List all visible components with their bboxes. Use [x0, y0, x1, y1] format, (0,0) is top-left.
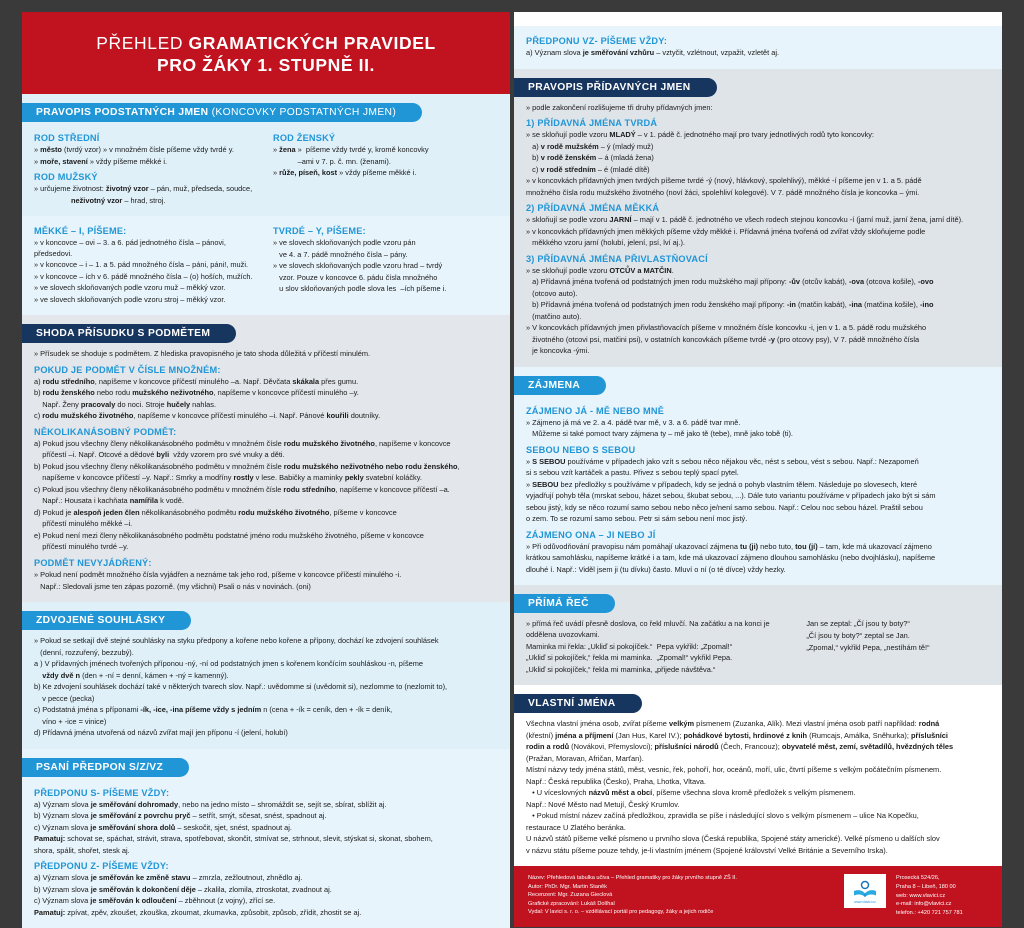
- poster-title-banner: [22, 12, 510, 94]
- title-thin-word: PŘEHLED: [96, 33, 189, 53]
- direct-speech-left: [526, 619, 792, 676]
- section-header-pravopis-podstatnych-jmen: [22, 103, 422, 122]
- section-body-line: a) v rodě mužském – ý (mladý muž): [526, 141, 654, 151]
- poster-title-line-2: PRO ŽÁKY 1. STUPNĚ II.: [156, 55, 376, 76]
- section-predpona-vz: [514, 26, 1002, 69]
- column-heading: ROD ŽENSKÝ: [273, 133, 336, 144]
- column-line: –ami v 7. p. č. mn. (ženami).: [273, 156, 391, 166]
- section-header-title: PŘÍMÁ ŘEČ: [528, 598, 589, 610]
- section-column: [273, 128, 498, 207]
- subband-line: » ve slovech skloňovaných podle vzoru pán: [273, 238, 416, 248]
- section-body-line: d) Přídavná jména utvořená od názvů zvířat mají jen příponu -í (jelení, holubí): [34, 728, 288, 738]
- subband-line: ve 4. a 7. pádě množného čísla – pány.: [273, 249, 408, 259]
- section-body-line: a) rodu středního, napíšeme v koncovce příčestí minulého –a. Např. Děvčata skákala přes gumu.: [34, 376, 359, 386]
- section-body-line: víno + -ice = vinice): [34, 716, 107, 726]
- section-body-line: » Pokud se setkají dvě stejné souhlásky na styku předpony a kořene nebo kořene a přípony, dochází ke zdvojení souhlásek: [34, 636, 439, 646]
- credit-line: Autor: PhDr. Mgr. Martin Staněk: [528, 883, 607, 890]
- section-body-line: krátkou samohlásku, napíšeme krátké i a tam, kde má ukazovací zájmeno dlouhou samohlásku (nebo dvojhlásku), napíšeme: [526, 553, 936, 563]
- direct-speech-example-line: „Čí jsou ty boty?“ zeptal se Jan.: [806, 630, 910, 640]
- contact-line: telefon.: +420 721 757 781: [896, 910, 963, 917]
- subband-line: » ve slovech skloňovaných podle vzoru muž – měkký vzor.: [34, 283, 226, 293]
- section-body-heading: SEBOU NEBO S SEBOU: [526, 444, 636, 455]
- section-zajmena: [514, 367, 1002, 586]
- subband-line: » ve slovech skloňovaných podle vzoru hrad – tvrdý: [273, 261, 443, 271]
- section-pravopis-pridavnych-jmen: [514, 69, 1002, 367]
- section-body-line: dlouhé í. Např.: Viděl jsem ji (tu dívku) často. Mluví o ní (o té dívce) vždy hezky.: [526, 564, 786, 574]
- credit-line: Vydal: V lavici s. r. o. – vzdělávací portál pro pedagogy, žáky a jejich rodiče: [528, 909, 714, 916]
- section-body-heading: POKUD JE PODMĚT V ČÍSLE MNOŽNÉM:: [34, 364, 221, 375]
- publisher-logo: [844, 874, 886, 908]
- section-prima-rec: [514, 585, 1002, 685]
- section-body-line: c) rodu mužského životného, napíšeme v koncovce příčestí minulého –i. Např. Pánové kouřili doutníky.: [34, 411, 381, 421]
- direct-speech-right: [806, 619, 990, 676]
- section-body-line: a) Význam slova je směřování dohromady, nebo na jedno místo – shromáždit se, sejít se, sbírat, sblížit aj.: [34, 799, 387, 809]
- subband-line: » v koncovce – ovi – 3. a 6. pád jednotného čísla – pánovi, předsedovi.: [34, 238, 226, 258]
- credits-bar: [514, 866, 1002, 927]
- section-pravopis-podstatnych-jmen: [22, 94, 510, 216]
- section-body-line: (Pražan, Moravan, Afričan, Marťan).: [526, 753, 644, 763]
- section-psani-predpon: [22, 749, 510, 928]
- credits-left-text: [528, 874, 834, 917]
- section-body-line: vyjadřují pohyb těla (mrskat sebou, házet sebou, škubat sebou, ...). Dále tuto variantu používáme v případech jako být si sám: [526, 491, 936, 501]
- contact-line: Praha 8 – Libeň, 180 00: [896, 883, 956, 890]
- subband-line: » v koncovce – ích v 6. pádě množného čísla – (o) hoších, mužích.: [34, 271, 253, 281]
- section-body-heading: PŘEDPONU Z- PÍŠEME VŽDY:: [34, 861, 169, 872]
- section-body-heading: ZÁJMENO JÁ - MĚ NEBO MNĚ: [526, 405, 665, 416]
- section-shoda-prisudku-s-podmetem: [22, 315, 510, 602]
- subband-line: vzor. Pouze v koncovce 6. pádu čísla množného: [273, 272, 438, 282]
- section-body-line: • Pokud místní název začíná předložkou, zpravidla se píše i následující slovo s velkým písmenem – ulice Na Kopečku,: [526, 811, 919, 821]
- section-column: [34, 128, 259, 207]
- subband-line: u slov skloňovaných podle slova les –ích píšeme i.: [273, 284, 447, 294]
- section-body-line: a) Význam slova je směřován ke změně stavu – zmrzla, zežloutnout, zhnědlo aj.: [34, 873, 303, 883]
- section-intro-line: » podle zakončení rozlišujeme tři druhy přídavných jmen:: [526, 102, 713, 112]
- column-heading: ROD STŘEDNÍ: [34, 133, 100, 144]
- section-intro-line: » Přísudek se shoduje s podmětem. Z hlediska pravopisného je tato shoda důležitá v příčestí minulém.: [34, 349, 371, 359]
- section-body-line: množného čísla rodu mužského životného (noví žáci, spolehliví kolegové). V 7. pádě množného čísla je koncovka – ými.: [526, 187, 920, 197]
- direct-speech-columns: [526, 619, 990, 676]
- section-body-line: rodin a rodů (Novákovi, Přemyslovci); příslušníci národů (Čech, Francouz); obyvatelé měst, zemí, světadílů, hvězdných těles: [526, 742, 954, 752]
- credit-line: Recenzent: Mgr. Zuzana Gieclová: [528, 892, 613, 899]
- section-header-zajmena: [514, 376, 606, 395]
- title-bold-words: GRAMATICKÝCH PRAVIDEL: [188, 33, 436, 53]
- section-body-heading: PŘEDPONU S- PÍŠEME VŽDY:: [34, 787, 170, 798]
- subband-column: [34, 221, 259, 306]
- direct-speech-example-line: Jan se zeptal: „Čí jsou ty boty?“: [806, 619, 910, 629]
- section-header-title: VLASTNÍ JMÉNA: [528, 698, 616, 710]
- poster-title-line-1: [36, 32, 496, 54]
- section-body-line: vždy dvě n (den + -ní = denní, kámen + -ný = kamenný).: [42, 670, 229, 680]
- section-body-heading: 3) PŘÍDAVNÁ JMÉNA PŘIVLASTŇOVACÍ: [526, 253, 708, 264]
- section-body-heading: 2) PŘÍDAVNÁ JMÉNA MĚKKÁ: [526, 203, 660, 214]
- section-pravopis-podstatnych-jmen-subband: [22, 216, 510, 315]
- section-header-title: PRAVOPIS PŘÍDAVNÝCH JMEN: [528, 81, 691, 93]
- column-line: » růže, píseň, kost » vždy píšeme měkké i.: [273, 168, 417, 178]
- section-body-line: Např. Ženy pracovaly do noci. Stroje hučely nahlas.: [34, 399, 217, 409]
- section-body-line: shora, spálit, shořet, stesk aj.: [34, 845, 130, 855]
- section-columns: [34, 128, 498, 207]
- section-body-line: U názvů států píšeme velké písmeno u prvního slova (Česká republika, Spojené státy americké). Velké písmeno u dalších slov: [526, 834, 940, 844]
- section-header-prima-rec: [514, 594, 615, 613]
- section-header-title: ZDVOJENÉ SOUHLÁSKY: [36, 615, 166, 627]
- section-body-line: • U víceslovných názvů měst a obcí, píšeme všechna slova kromě předložek s velkým písmenem.: [526, 788, 856, 798]
- section-body-line: » Pokud není podmět množného čísla vyjádřen a neznáme tak jeho rod, píšeme v koncovce příčestí minulého -i.: [34, 569, 402, 579]
- subband-heading: TVRDÉ – Y, PÍŠEME:: [273, 226, 366, 237]
- section-header-title: SHODA PŘÍSUDKU S PODMĚTEM: [36, 328, 211, 340]
- section-body-line: v pecce (pecka): [34, 693, 95, 703]
- section-body-line: b) Pokud jsou všechny členy několikanásobného podmětu v množném čísle rodu mužského neživotného nebo rodu ženského,: [34, 461, 460, 471]
- section-body-line: » skloňují se podle vzoru JARNÍ – mají v 1. pádě č. jednotného ve všech rodech stejnou koncovku -í (jarní muž, jarní žena, jarní dítě).: [526, 215, 964, 225]
- section-zdvojene-souhlasky: [22, 602, 510, 749]
- section-body-line: » v koncovkách přídavných jmen měkkých píšeme vždy měkké i. Přídavná jména tvořená od zvířat vždy skloňujeme podle: [526, 226, 926, 236]
- section-body-line: Např.: Sledovali jsme ten zápas pozorně. (my všichni) Psali o nás v novinách. (oni): [34, 581, 311, 591]
- section-body-line: příčestí minulého tvrdé –y.: [34, 542, 129, 552]
- section-body-line: (otcovo auto).: [526, 288, 578, 298]
- column-line: » město (tvrdý vzor) » v množném čísle píšeme vždy tvrdé y.: [34, 145, 234, 155]
- section-body-line: příčestí –i. Např. Otcové a dědové byli vždy vzorem pro své vnuky a děti.: [34, 450, 285, 460]
- section-header-pravopis-pridavnych-jmen: [514, 78, 717, 97]
- section-body-line: c) Pokud jsou všechny členy několikanásobného podmětu v množném čísle rodu středního, napíšeme v koncovce příčestí –a.: [34, 484, 450, 494]
- section-body-line: » Při odůvodňování pravopisu nám pomáhají ukazovací zájmena tu (ji) nebo tuto, tou (jí) – tam, kde má ukazovací zájmeno: [526, 541, 932, 551]
- contact-line: e-mail: info@vlavici.cz: [896, 901, 952, 908]
- section-body-line: (matčino auto).: [526, 311, 582, 321]
- section-body-line: Pamatuj: zpívat, zpěv, zkoušet, zkouška, zkoumat, zkumavka, způsobit, způsob, zřídit, zhostit se aj.: [34, 907, 362, 917]
- section-body-line: » se skloňují podle vzoru OTCŮV a MATČIN.: [526, 265, 674, 275]
- column-line: neživotný vzor – hrad, stroj.: [70, 195, 166, 205]
- right-page-sections: [514, 26, 1002, 866]
- section-body-line: Pamatuj: schovat se, spáchat, strávit, strava, spotřebovat, skončit, stmívat se, strhnout, slevit, stýskat si, skonat, sbohem,: [34, 834, 433, 844]
- section-body-line: c) v rodě středním – é (mladé dítě): [526, 164, 650, 174]
- section-body-line: a) Přídavná jména tvořená od podstatných jmen rodu mužského mají přípony: -ův (otcův kabát), -ova (otcova košile), -ovo: [526, 277, 934, 287]
- left-page-sections: [22, 94, 510, 928]
- section-body-line: a) Význam slova je směřování vzhůru – vztyčit, vzlétnout, vzpažit, vzletět aj.: [526, 48, 780, 57]
- section-body-line: napíšeme v koncovce příčestí –y. Např.: Smrky a modříny rostly v lese. Babičky a maminky pekly svatební koláčky.: [34, 473, 422, 483]
- section-body-line: » V koncovkách přídavných jmen přivlastňovacích píšeme v množném čísle koncovku -i, jen v 1. a 5. pádě rodu mužského: [526, 323, 927, 333]
- section-body-line: » Zájmeno já má ve 2. a 4. pádě tvar mě, v 3. a 6. pádě tvar mně.: [526, 417, 741, 427]
- section-body-line: Např.: Housata i kachňata namířila k vodě.: [34, 496, 184, 506]
- direct-speech-example-line: „Zpomal,“ vykřikl Pepa, „nestíhám tě!“: [806, 642, 930, 652]
- book-logo-icon: [852, 879, 878, 899]
- section-header-vlastni-jmena: [514, 694, 642, 713]
- section-body-line: Např.: Česká republika (Česko), Praha, Lhotka, Vltava.: [526, 776, 706, 786]
- section-header-title: PRAVOPIS PODSTATNÝCH JMEN: [36, 107, 209, 119]
- credit-line: Grafické zpracování: Lukáš Dolíhal: [528, 900, 615, 907]
- section-body-line: je koncovka -ými.: [526, 346, 590, 356]
- section-body-line: » S SEBOU používáme v případech jako vzít s sebou něco nějakou věc, nést s sebou, vést s sebou. Např.: Nezapomeň: [526, 456, 919, 466]
- section-header-title: ZÁJMENA: [528, 379, 581, 391]
- column-heading: ROD MUŽSKÝ: [34, 172, 98, 183]
- poster-page-right: [514, 12, 1002, 917]
- section-body-line: c) Podstatná jména s příponami -ík, -ice, -ina píšeme vždy s jedním n (cena + -ík = ceník, den + -ík = deník,: [34, 705, 393, 715]
- subband-line: » v koncovce – i – 1. a 5. pád množného čísla – páni, páni!, muži.: [34, 260, 249, 270]
- section-body-line: Všechna vlastní jména osob, zvířat píšeme velkým písmenem (Zuzanka, Alík). Mezi vlastní jména osob patří například: rodná: [526, 719, 940, 729]
- section-body-line: (denní, rozzuřený, bezzubý).: [34, 647, 134, 657]
- contact-line: Prosecká 524/26,: [896, 875, 940, 882]
- section-body-line: e) Pokud není mezi členy několikanásobného podmětu podstatné jméno rodu mužského životného, píšeme v koncovce: [34, 530, 424, 540]
- column-line: » moře, stavení » vždy píšeme měkké i.: [34, 156, 168, 166]
- subband-line: » ve slovech skloňovaných podle vzoru stroj – měkký vzor.: [34, 294, 226, 304]
- section-body-heading: PŘEDPONU VZ- PÍŠEME VŽDY:: [526, 36, 668, 46]
- direct-speech-line: » přímá řeč uvádí přesně doslova, co řekl mluvčí. Na začátku a na konci je oddělena uvozovkami.: [526, 619, 770, 639]
- section-header-psani-predpon: [22, 758, 189, 777]
- section-vlastni-jmena: [514, 685, 1002, 866]
- direct-speech-line: „Ukliď si pokojíček,“ řekla mi maminka, „přijede návštěva.“: [526, 664, 716, 674]
- section-body-line: » SEBOU bez předložky s používáme v případech, kdy se jedná o pohyb vlastním tělem. Následuje po slovesech, které: [526, 479, 918, 489]
- subband-heading: MĚKKÉ – I, PÍŠEME:: [34, 226, 127, 237]
- subband-columns: [34, 221, 498, 306]
- section-body-line: a) Pokud jsou všechny členy několikanásobného podmětu v množném čísle rodu mužského životného, napíšeme v koncovce: [34, 438, 451, 448]
- section-body-line: si s sebou vzít kartáček a pastu. Přivez s sebou teplý spací pytel.: [526, 468, 739, 478]
- section-body-line: b) Přídavná jména tvořená od podstatných jmen rodu ženského mají přípony: -in (matčin kabát), -ina (matčina košile), -ino: [526, 300, 934, 310]
- section-body-line: příčestí minulého měkké –i.: [34, 519, 133, 529]
- direct-speech-line: „Ukliď si pokojíček,“ řekla mi maminka. „Zpomal!“ vykřikl Pepa.: [526, 653, 733, 663]
- section-body-line: b) v rodě ženském – á (mladá žena): [526, 153, 654, 163]
- section-body-line: b) rodu ženského nebo rodu mužského neživotného, napíšeme v koncovce příčestí minulého –y.: [34, 388, 359, 398]
- section-header-title: PSANÍ PŘEDPON S/Z/VZ: [36, 761, 164, 773]
- poster-page-left: [22, 12, 510, 917]
- section-body-line: restaurace U Zlatého beránka.: [526, 822, 626, 832]
- section-header-zdvojene-souhlasky: [22, 611, 191, 630]
- section-body-line: b) Význam slova je směřování z povrchu pryč – setřít, smýt, sčesat, snést, spadnout aj.: [34, 811, 327, 821]
- section-body-heading: ZÁJMENO ONA – JI NEBO JÍ: [526, 529, 656, 540]
- section-body-line: v názvu státu píšeme pouze tehdy, je-li vlastním jménem (Spojené království Velké Británie a Severního Irska).: [526, 845, 888, 855]
- subband-column: [273, 221, 498, 306]
- section-body-heading: NĚKOLIKANÁSOBNÝ PODMĚT:: [34, 426, 177, 437]
- section-body-line: » se skloňují podle vzoru MLADÝ – v 1. pádě č. jednotného mají pro tvary jednotlivých rodů tyto koncovky:: [526, 130, 874, 140]
- credit-line: Název: Přehledová tabulka učiva – Přehled gramatiky pro žáky prvního stupně ZŠ II.: [528, 875, 737, 882]
- section-body-line: d) Pokud je alespoň jeden člen několikanásobného podmětu rodu mužského životného, píšeme v koncovce: [34, 507, 397, 517]
- section-body-line: Místní názvy tedy jména států, měst, vesnic, řek, pohoří, hor, oceánů, moří, ulic, čtvrtí píšeme s velkým počátečním písmenem.: [526, 765, 942, 775]
- column-line: » žena » píšeme vždy tvrdé y, kromě koncovky: [273, 145, 429, 155]
- contact-line: web: www.vlavici.cz: [896, 892, 946, 899]
- section-body-line: Např.: Nové Město nad Metují, Český Krumlov.: [526, 799, 680, 809]
- direct-speech-line: Maminka mi řekla: „Ukliď si pokojíček.“ Pepa vykřikl: „Zpomal!“: [526, 641, 733, 651]
- section-body-line: c) Význam slova je směřování shora dolů – seskočit, sjet, snést, spadnout aj.: [34, 822, 292, 832]
- section-body-line: o zem. To se rozumí samo sebou. Petr si sám sebou není moc jistý.: [526, 514, 748, 524]
- section-body-line: měkkého vzoru jarní (holubí, jelení, psí, lví aj.).: [526, 238, 685, 248]
- section-body-line: životného (otcovi psi, matčini psi), v ostatních koncovkách píšeme tvrdé -y (pro otcovy psy), V 7. pádě množného čísla: [526, 334, 920, 344]
- column-line: » určujeme životnost: životný vzor – pán, muž, předseda, soudce,: [34, 184, 253, 194]
- logo-url-text: www.vlavici.cz: [854, 899, 876, 904]
- section-body-line: b) Význam slova je směřován k dokončení děje – zkalila, zlomila, ztroskotat, zvadnout aj.: [34, 884, 332, 894]
- section-body-line: a ) V přídavných jménech tvořených příponou -ný, -ní od podstatných jmen s kořenem končícím souhláskou -n, píšeme: [34, 659, 424, 669]
- section-header-shoda-prisudku-s-podmetem: [22, 324, 236, 343]
- section-body-line: Můžeme si také pomoct tvary zájmena ty – mě jako tě (tebe), mně jako tobě (ti).: [526, 429, 793, 439]
- section-body-heading: PODMĚT NEVYJÁDŘENÝ:: [34, 557, 152, 568]
- right-page-top-margin: [514, 12, 1002, 26]
- section-body-line: b) Ke zdvojení souhlásek dochází také v některých tvarech slov. Např.: uvědomme si (uvědomit si), nezlomme to (nezlomit to),: [34, 682, 448, 692]
- section-body-line: (křestní) jména a příjmení (Jan Hus, Karel IV.); pohádkové bytosti, hrdinové z knih (Rumcajs, Amálka, Sněhurka); příslušníci: [526, 730, 948, 740]
- section-body-line: » v koncovkách přídavných jmen tvrdých píšeme tvrdé -ý (nový, hlávkový, spolehlivý), měkké -í píšeme jen v 1. a 5. pádě: [526, 176, 922, 186]
- section-body-heading: 1) PŘÍDAVNÁ JMÉNA TVRDÁ: [526, 118, 658, 129]
- section-body-line: sebou jistý, kdy se něco rozumí samo sebou nebo něco je/není samo sebou. Např.: Celou noc sebou házel. Praštil sebou: [526, 502, 923, 512]
- section-header-subtitle: (KONCOVKY PODSTATNÝCH JMEN): [208, 107, 397, 119]
- section-body-line: c) Význam slova je směřován k odloučení – zběhnout (z vojny), zřící se.: [34, 896, 276, 906]
- credits-contact-text: [896, 874, 988, 918]
